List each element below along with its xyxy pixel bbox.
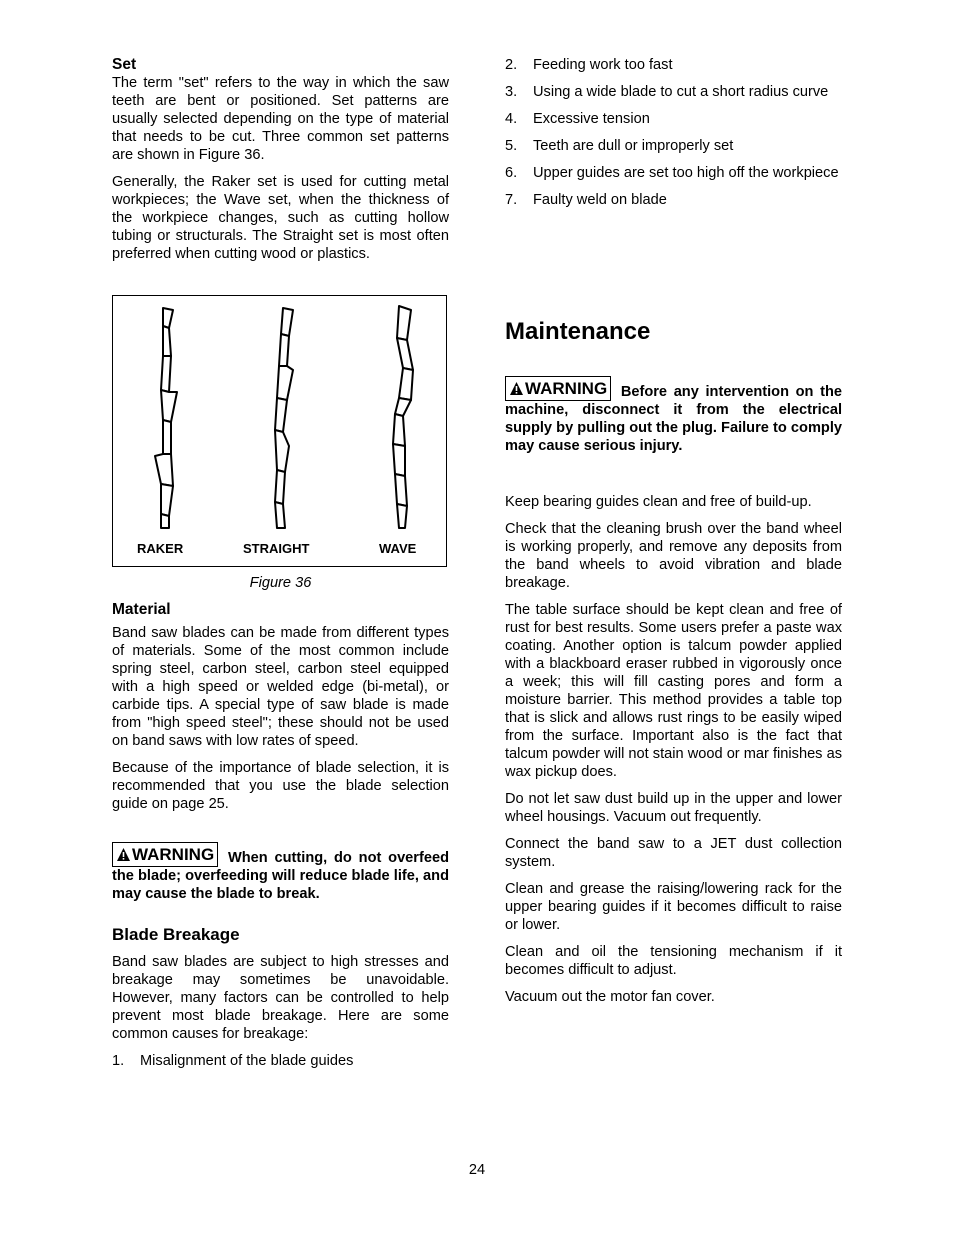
- wave-blade: [393, 306, 413, 528]
- warning-triangle-icon: [116, 847, 131, 862]
- list-item: 2. Feeding work too fast: [505, 57, 673, 73]
- material-heading: Material: [112, 601, 171, 618]
- list-item: 5. Teeth are dull or improperly set: [505, 138, 734, 154]
- overfeed-warning-text: When cutting, do not overfeed the blade; overfeeding will reduce blade life, and may cause the blade to break.: [112, 850, 449, 902]
- blade-breakage-paragraph: Band saw blades are subject to high stresses and breakage may sometimes be unavoidable. However, many factors can be controlled to help prevent most blade breakage. Here are some common causes for breakage:: [112, 954, 449, 1042]
- breakage-causes-list-left: [112, 1052, 449, 1070]
- maintenance-paragraph: The table surface should be kept clean and free of rust for best results. Some users prefer a paste wax coating. Another option is talcum powder applied with a blackboard eraser rubbed in vigorously once a week; this will fill casting pores and form a moisture barrier. This method provides a table top that is slick and allows rust rings to be easily wiped from the surface. Important also is the fact that talcum powder will not stain wood or mar finishes as wax pickup does.: [505, 602, 842, 780]
- material-paragraph-1: Band saw blades can be made from different types of materials. Some of the most common include spring steel, carbon steel, carbon steel equipped with a high speed or welded edge (bi-metal), or carbide tips. A special type of saw blade is made from "high speed steel"; these should not be used on band saws with low rates of speed.: [112, 625, 449, 749]
- list-item: 6. Upper guides are set too high off the workpiece: [505, 165, 839, 181]
- saw-set-illustration: [113, 296, 448, 568]
- straight-blade: [275, 308, 293, 528]
- list-item: 7. Faulty weld on blade: [505, 192, 667, 208]
- raker-blade: [155, 308, 177, 528]
- maintenance-paragraph: Check that the cleaning brush over the band wheel is working properly, and remove any deposits from the band wheels to avoid vibration and blade breakage.: [505, 521, 842, 591]
- list-item: 3. Using a wide blade to cut a short radius curve: [505, 84, 829, 100]
- warning-badge: WARNING: [112, 842, 218, 867]
- disconnect-warning: [505, 376, 842, 455]
- maintenance-paragraph: Keep bearing guides clean and free of build-up.: [505, 494, 812, 510]
- list-item: 4. Excessive tension: [505, 111, 650, 127]
- warning-triangle-icon: [509, 381, 524, 396]
- breakage-causes-list-right: [505, 56, 842, 209]
- disconnect-warning-text: Before any intervention on the machine, disconnect it from the electrical supply by pulling out the plug. Failure to comply may cause serious injury.: [505, 384, 843, 454]
- blade-breakage-heading: Blade Breakage: [112, 925, 240, 944]
- set-heading: Set: [112, 56, 137, 73]
- figure-label-raker: RAKER: [137, 541, 184, 556]
- list-item: 1. Misalignment of the blade guides: [112, 1053, 354, 1069]
- set-paragraph-2: Generally, the Raker set is used for cutting metal workpieces; the Wave set, when the thickness of the workpiece changes, such as cutting hollow tubing or structurals. The Straight set is most often preferred when cutting wood or plastics.: [112, 174, 449, 262]
- page-number: 24: [468, 1162, 486, 1178]
- figure-label-straight: STRAIGHT: [243, 541, 310, 556]
- maintenance-paragraph: Connect the band saw to a JET dust collection system.: [505, 836, 842, 870]
- maintenance-paragraph: Clean and oil the tensioning mechanism if it becomes difficult to adjust.: [505, 944, 842, 978]
- maintenance-heading: Maintenance: [505, 318, 651, 345]
- overfeed-warning: [112, 842, 449, 903]
- figure-36: [112, 295, 447, 567]
- figure-caption: Figure 36: [249, 575, 312, 591]
- maintenance-paragraph: Vacuum out the motor fan cover.: [505, 989, 715, 1005]
- set-paragraph-1: The term "set" refers to the way in which the saw teeth are bent or positioned. Set patterns are usually selected depending on the type of material that needs to be cut. Three common set patterns are shown in Figure 36.: [112, 75, 449, 163]
- maintenance-paragraph: Clean and grease the raising/lowering rack for the upper bearing guides if it becomes difficult to raise or lower.: [505, 881, 842, 933]
- maintenance-paragraph: Do not let saw dust build up in the upper and lower wheel housings. Vacuum out frequently.: [505, 791, 842, 825]
- material-paragraph-2: Because of the importance of blade selection, it is recommended that you use the blade selection guide on page 25.: [112, 760, 449, 812]
- figure-label-wave: WAVE: [379, 541, 417, 556]
- warning-badge: WARNING: [505, 376, 611, 401]
